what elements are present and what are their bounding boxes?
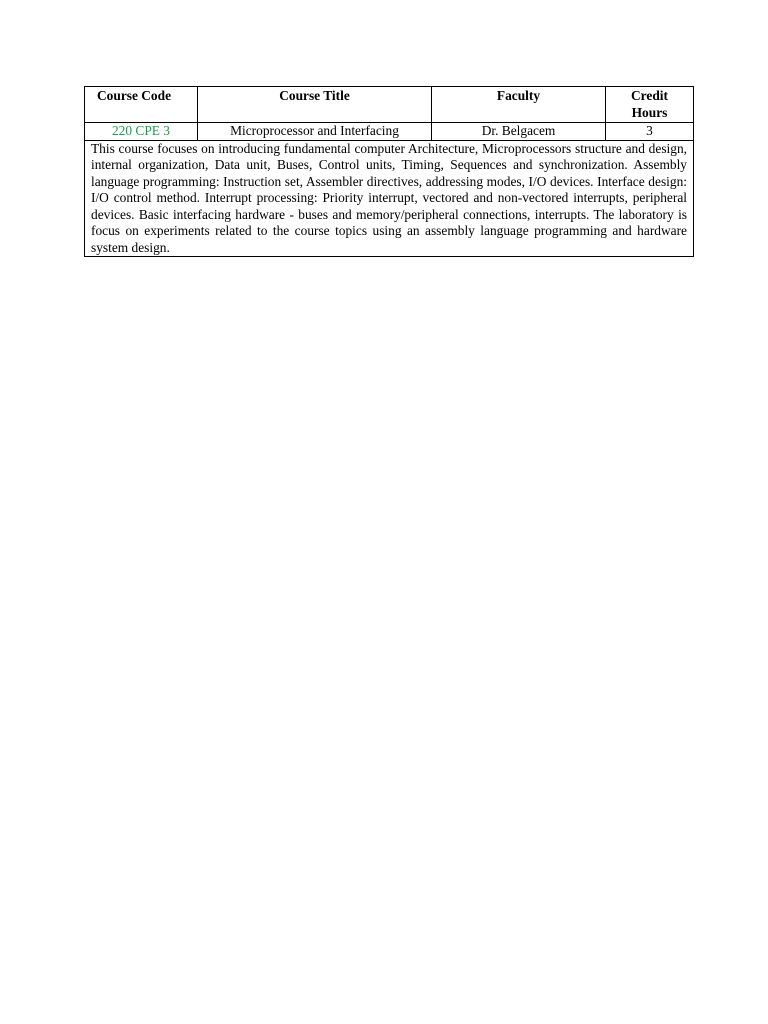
course-code-cell: 220 CPE 3: [85, 123, 198, 141]
header-course-code: Course Code: [85, 87, 198, 123]
header-credit-line2: Hours: [631, 104, 668, 120]
description-row: [85, 140, 694, 257]
header-course-title: Course Title: [198, 87, 432, 123]
header-credit-line1: Credit: [631, 88, 668, 103]
faculty-cell: Dr. Belgacem: [432, 123, 606, 141]
header-faculty: Faculty: [432, 87, 606, 123]
credit-hours-cell: 3: [606, 123, 694, 141]
table-header-row: [85, 87, 694, 123]
course-title-cell: Microprocessor and Interfacing: [198, 123, 432, 141]
table-row: [85, 123, 694, 141]
course-description: This course focuses on introducing fundamental computer Architecture, Microprocessors structure and design, internal organization, Data unit, Buses, Control units, Timing, Sequences and synchronization. Assembly language programming: Instruction set, Assembler directives, addressing modes, I/O devices. Interface design: I/O control method. Interrupt processing: Priority interrupt, vectored and non-vectored interrupts, peripheral devices. Basic interfacing hardware - buses and memory/peripheral connections, interrupts. The laboratory is focus on experiments related to the course topics using an assembly language programming and hardware system design.: [85, 140, 694, 257]
course-table: [84, 86, 694, 257]
header-credit-hours: [606, 87, 694, 123]
